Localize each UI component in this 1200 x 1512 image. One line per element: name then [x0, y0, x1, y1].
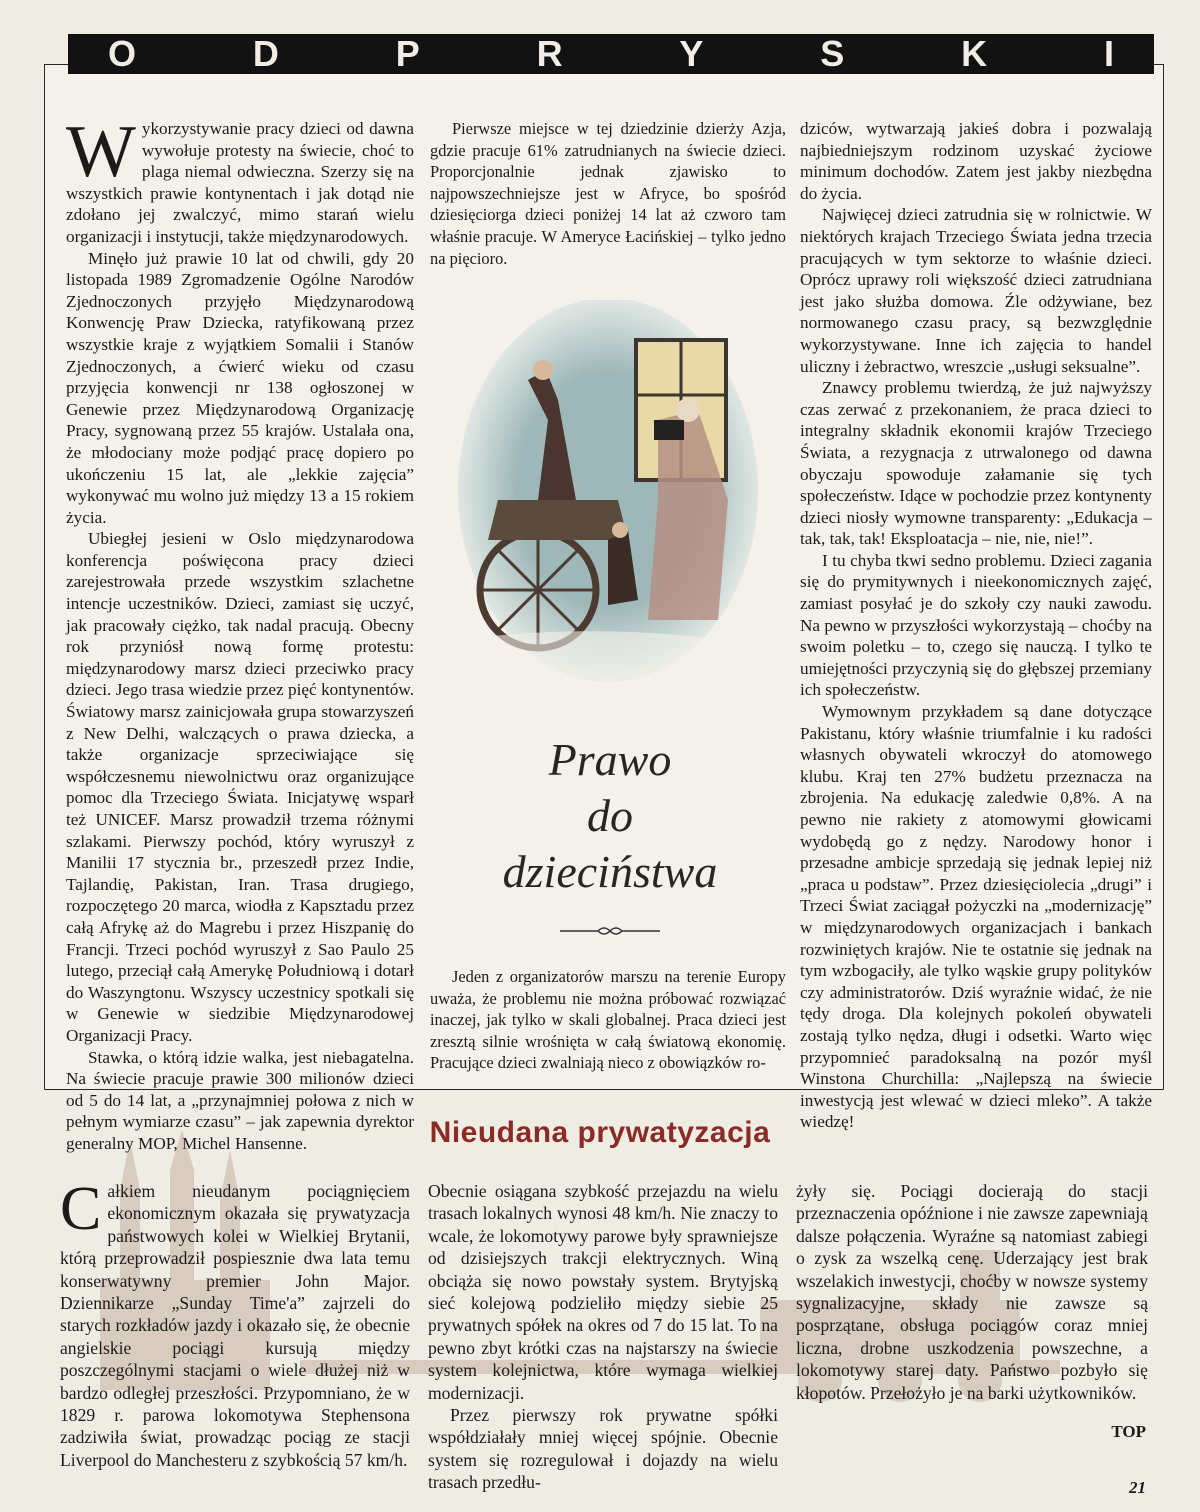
- article1-column-1: [66, 111, 414, 1155]
- paragraph: dziców, wytwarzają jakieś dobra i pozwalają najbiedniejszym rodzinom uzyskać życiowe minimum dochodów. Zatem jest jakby niezbędna do życia.: [800, 119, 1152, 203]
- drop-cap: W: [66, 111, 136, 193]
- paragraph: Obecnie osiągana szybkość przejazdu na wielu trasach lokalnych wynosi 48 km/h. Nie znaczy to wcale, że lokomotywy parowe były sprawniejsze od dzisiejszych trakcji elektrycznych. Winą obciąża się nowo powstały system. Brytyjską sieć kolejową podzieliło między siebie 25 prywatnych spółek na okres od 7 do 15 lat. To na pewno zbyt krótki czas na najstarszy na świecie system kolejnictwa, które wymaga wielkiej modernizacji.: [428, 1181, 778, 1403]
- header-letter: Y: [679, 33, 704, 74]
- paragraph: Znawcy problemu twierdzą, że już najwyższy czas zerwać z przekonaniem, że praca dzieci to integralny składnik ekonomii krajów Trzeciego Świata, a rezygnacja z utrwalonego od dawna obyczaju spowoduje załamanie się tych społeczeństw. Idące w pochodzie przez kontynenty dzieci niosły wymowne transparenty: „Edukacja – tak, tak, tak! Eksploatacja – nie, nie, nie!”.: [800, 378, 1152, 549]
- header-letter: O: [108, 33, 137, 74]
- author-signature: TOP: [1111, 1422, 1146, 1441]
- title-line: dzieciństwa: [502, 846, 718, 897]
- paragraph: Całkiem nieudanym pociągnięciem ekonomicznym okazała się prywatyzacja państwowych kolei w Wielkiej Brytanii, którą przeprowadził pospiesznie dwa lata temu konserwatywny premier John Major. Dziennikarze „Sunday Time'a” zajrzeli do starych rozkładów jazdy i okazało się, że obecnie angielskie pociągi kursują między poszczególnymi stacjami o wiele dłużej niż w bardzo odległej przeszłości. Przypomniano, że w 1829 r. parowa lokomotywa Stephensona zadziwiła świat, prowadząc pociąg ze stacji Liverpool do Manchesteru z szybkością 57 km/h.: [60, 1175, 410, 1470]
- paragraph: Minęło już prawie 10 lat od chwili, gdy 20 listopada 1989 Zgromadzenie Ogólne Narodów Zjednoczonych przyjęło Międzynarodową Konwencję Praw Dziecka, ratyfikowaną przez wszystkie kraje z wyjątkiem Somalii i Stanów Zjednoczonych, a ćwierć wieku od czasu przyjęcia konwencji nr 138 ogłoszonej w Genewie przez Międzynarodową Organizację Pracy, sygnowaną przez 55 krajów. Ustalała ona, że młodociany może podjąć pracę dopiero po ukończeniu 15 lat, ale „lekkie zajęcia” wykonywać mu wolno już między 13 a 15 rokiem życia.: [66, 248, 414, 527]
- article2-column-3: [796, 1180, 1148, 1404]
- article1-column-3: [800, 118, 1152, 1133]
- page-number: 21: [1129, 1478, 1146, 1497]
- section-header-bar: [68, 34, 1154, 74]
- paragraph: Przez pierwszy rok prywatne spółki współdziałały mniej więcej spójnie. Obecnie system się rozregulował i dojazdy na wielu trasach przedłu-: [428, 1405, 778, 1493]
- header-letter: P: [395, 33, 420, 74]
- title-line: Prawo: [548, 734, 672, 785]
- header-letter: D: [252, 33, 279, 74]
- paragraph: Wykorzystywanie pracy dzieci od dawna wywołuje protesty na świecie, choć to plaga niemal odwieczna. Szerzy się na wszystkich prawie kontynentach i jak dotąd nie zdołano jej zwalczyć, mimo starań wielu organizacji i instytucji, także międzynarodowych.: [66, 111, 414, 246]
- header-letter: I: [1103, 33, 1114, 74]
- paragraph: Pierwsze miejsce w tej dziedzinie dzierży Azja, gdzie pracuje 61% zatrudnianych na świecie dzieci. Proporcjonalnie jednak zjawisko to najpowszechniejsze jest w Afryce, bo spośród dziesięciorga dzieci poniżej 14 lat aż czworo tam właśnie pracuje. W Ameryce Łacińskiej – tylko jedno na pięcioro.: [430, 119, 786, 268]
- article2-column-1: [60, 1175, 410, 1471]
- ornament-divider-icon: [560, 924, 660, 938]
- header-letter: R: [536, 33, 563, 74]
- article2-column-2: [428, 1180, 778, 1494]
- title-line: do: [587, 790, 633, 841]
- article2-title: Nieudana prywatyzacja: [429, 1116, 771, 1149]
- article-title: [440, 732, 780, 900]
- paragraph: Wymownym przykładem są dane dotyczące Pakistanu, który właśnie triumfalnie i ku radości własnych obywateli wkroczył do atomowego klubu. Kraj ten 27% budżetu przeznacza na zbrojenia. Na edukację zaledwie 0,8%. A na pewno nie rakiety z atomowymi głowicami wydobędą go z nędzy. Narodowy honor i przesadne ambicje sprzedają się jednak lepiej niż „praca u podstaw”. Przez dziesięciolecia „drugi” i Trzeci Świat zaciągał pożyczki na „modernizację” w międzynarodowych organizacjach i bankach rozwiniętych krajów. Nie te ostatnie się jednak na tym wzbogaciły, ale tylko wąskie grupy polityków czy administratorów. Dziś wyraźnie widać, że nie tędy droga. Dla kolejnych pokoleń obywateli zostają tylko nędza, długi i odsetki. Warto więc przypomnieć paradoksalną na pozór myśl Winstona Churchilla: „Najlepszą na świecie inwestycją jest wlewać w dzieci mleko”. A także wiedzę!: [800, 702, 1152, 1132]
- article1-column-2-bottom: [430, 966, 786, 1074]
- drop-cap: C: [60, 1175, 102, 1243]
- paragraph: Najwięcej dzieci zatrudnia się w rolnictwie. W niektórych krajach Trzeciego Świata jedna trzecia pracujących w tym sektorze to właśnie dzieci. Oprócz uprawy roli większość dzieci zatrudniana jest jako służba domowa. Źle odżywiane, bez normowanego czasu pracy, są bezwzględnie wykorzystywane. Inne ich zajęcia to handel uliczny i żebractwo, wreszcie „usługi seksualne”.: [800, 205, 1152, 376]
- victorian-winter-scene-illustration: [458, 300, 758, 682]
- header-letter: S: [820, 33, 845, 74]
- paragraph: żyły się. Pociągi docierają do stacji przeznaczenia opóźnione i nie zawsze zapewniają dalsze połączenia. Wyraźne są natomiast zabiegi o zysk za wszelką cenę. Uderzający jest brak wszelakich inwestycji, choćby w nowsze systemy sygnalizacyjne, składy nie zawsze są posprzątane, obsługa pociągów coraz mniej liczna, drobne uszkodzenia powszechne, a lokomotywy starej daty. Państwo pozbyło się kłopotów. Przełożyło je na barki użytkowników.: [796, 1181, 1148, 1403]
- paragraph: I tu chyba tkwi sedno problemu. Dzieci zagania się do prymitywnych i nieekonomicznych zajęć, zamiast posyłać je do szkoły czy nauki zawodu. Na pewno w przyszłości wykorzystają – choćby na swoim poletku – to, czego się nauczą. I tylko te umiejętności przyczynią się do głębszej przemiany ich społeczeństw.: [800, 550, 1152, 700]
- paragraph: Ubiegłej jesieni w Oslo międzynarodowa konferencja poświęcona pracy dzieci zarejestrowała przede wszystkim szlachetne intencje uczestników. Dzieci, zamiast się uczyć, jak pracowały ciężko, tak nadal pracują. Obecny rok przyniósł nową formę protestu: międzynarodowy marsz dzieci przeciwko pracy dzieci. Jego trasa wiedzie przez pięć kontynentów. Światowy marsz zainicjowała grupa stowarzyszeń z New Delhi, walczących o prawa dziecka, a także organizacje sprzeciwiające się współczesnemu niewolnictwu oraz organizujące pomoc dla Trzeciego Świata. Inicjatywę wsparł też UNICEF. Marsz prowadził trzema różnymi szlakami. Pierwszy pochód, który wyruszył z Manilii 17 stycznia br., przeszedł przez Indie, Tajlandię, Pakistan, Iran. Trasa drugiego, rozpoczętego 20 marca, wiodła z Kapsztadu przez całą Afrykę aż do Magrebu i przez Hiszpanię do Francji. Trzeci pochód wyruszył z Sao Paulo 25 lutego, przeciął całą Amerykę Południową i dotarł do Waszyngtonu. Wszyscy uczestnicy spotkali się w Genewie w siedzibie Międzynarodowej Organizacji Pracy.: [66, 529, 414, 1045]
- paragraph: Jeden z organizatorów marszu na terenie Europy uważa, że problemu nie można próbować rozwiązać inaczej, jak tylko w skali globalnej. Praca dzieci jest zresztą silnie wrośnięta w całą światową ekonomię. Pracujące dzieci zwalniają nieco z obowiązków ro-: [430, 967, 786, 1073]
- header-letter: K: [961, 33, 988, 74]
- article1-column-2-top: [430, 118, 786, 269]
- paragraph: Stawka, o którą idzie walka, jest niebagatelna. Na świecie pracuje prawie 300 milionów dzieci od 5 do 14 lat, a „przynajmniej połowa z nich w pełnym wymiarze czasu” – jak zapewnia dyrektor generalny MOP, Michel Hansenne.: [66, 1047, 414, 1153]
